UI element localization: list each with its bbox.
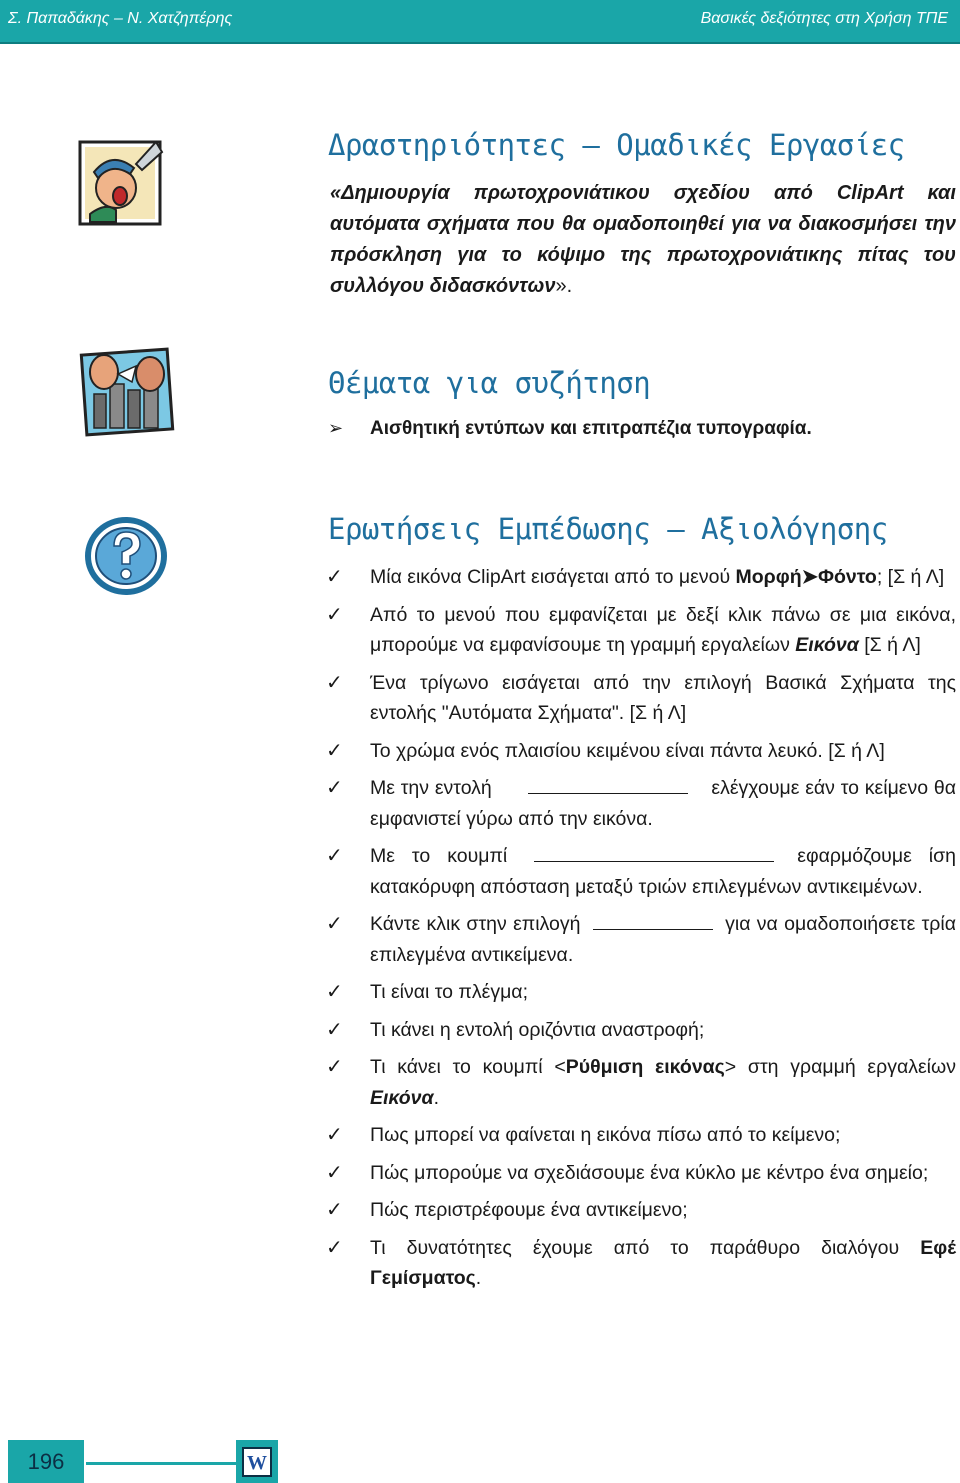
word-icon: [236, 1440, 278, 1483]
list-item: ✓ Τι δυνατότητες έχουμε από το παράθυρο διαλόγου Εφέ Γεμίσματος.: [326, 1233, 956, 1294]
footer-divider: [86, 1462, 236, 1465]
answer-blank[interactable]: [534, 841, 774, 862]
check-icon: ✓: [326, 671, 343, 694]
check-icon: ✓: [326, 777, 343, 799]
shouting-person-icon: [76, 136, 166, 228]
page-header: [0, 0, 960, 44]
check-icon: ✓: [326, 1018, 343, 1041]
discussion-people-icon: [74, 344, 180, 438]
page-number: 196: [8, 1440, 84, 1483]
check-icon: ✓: [326, 981, 343, 1003]
word-icon-letter: W: [247, 1451, 267, 1474]
check-icon: ✓: [326, 603, 343, 626]
list-item: ✓ Από το μενού που εμφανίζεται με δεξί κλικ πάνω σε μια εικόνα, μπορούμε να εμφανίσουμε τη γραμμή εργαλείων Εικόνα [Σ ή Λ]: [326, 600, 956, 661]
activities-title: Δραστηριότητες – Ομαδικές Εργασίες: [328, 128, 905, 162]
list-item: ✓ Τι κάνει η εντολή οριζόντια αναστροφή;: [326, 1015, 956, 1046]
discussion-item: [328, 418, 812, 440]
check-icon: ✓: [326, 1056, 343, 1078]
check-icon: ✓: [326, 1236, 343, 1259]
list-item: ✓ Με την εντολή ελέγχουμε εάν το κείμενο θα εμφανιστεί γύρω από την εικόνα.: [326, 773, 956, 834]
list-item: ✓ Πως μπορεί να φαίνεται η εικόνα πίσω από το κείμενο;: [326, 1120, 956, 1151]
questions-list: [326, 562, 956, 1301]
answer-blank[interactable]: [593, 909, 713, 930]
activities-description: Δημιουργία πρωτοχρονιάτικου σχεδίου από ClipArt και αυτόματα σχήματα που θα ομαδοποιηθεί για να διακοσμήσει την πρόσκληση για το κόψιμο της πρωτοχρονιάτικης πίτας του συλλόγου διδασκόντων: [330, 182, 956, 297]
check-icon: ✓: [326, 566, 343, 588]
list-item: ✓ Το χρώμα ενός πλαισίου κειμένου είναι πάντα λευκό. [Σ ή Λ]: [326, 736, 956, 767]
check-icon: ✓: [326, 913, 343, 935]
header-authors: Σ. Παπαδάκης – Ν. Χατζηπέρης: [8, 10, 233, 27]
list-item: ✓ Πώς περιστρέφουμε ένα αντικείμενο;: [326, 1195, 956, 1226]
list-item: ✓ Με το κουμπί εφαρμόζουμε ίση κατακόρυφη απόσταση μεταξύ τριών επιλεγμένων αντικειμένων.: [326, 841, 956, 902]
list-item: ✓ Πώς μπορούμε να σχεδιάσουμε ένα κύκλο με κέντρο ένα σημείο;: [326, 1158, 956, 1189]
check-icon: ✓: [326, 1199, 343, 1221]
check-icon: ✓: [326, 1124, 343, 1146]
list-item: ✓ Τι κάνει το κουμπί <Ρύθμιση εικόνας> στη γραμμή εργαλείων Εικόνα.: [326, 1052, 956, 1113]
questions-title: Ερωτήσεις Εμπέδωσης – Αξιολόγησης: [328, 512, 888, 546]
list-item: ✓ Ένα τρίγωνο εισάγεται από την επιλογή Βασικά Σχήματα της εντολής "Αυτόματα Σχήματα". [Σ ή Λ]: [326, 668, 956, 729]
check-icon: ✓: [326, 1161, 343, 1184]
header-book-title: Βασικές δεξιότητες στη Χρήση ΤΠΕ: [700, 10, 948, 27]
word-icon-graphic: [242, 1447, 272, 1477]
quote-open: «: [330, 182, 342, 204]
discussion-title: Θέματα για συζήτηση: [328, 366, 651, 400]
arrow-bullet-icon: ➢: [328, 418, 344, 438]
check-icon: ✓: [326, 739, 343, 762]
discussion-item-text: Αισθητική εντύπων και επιτραπέζια τυπογραφία.: [370, 418, 812, 439]
quote-close: ».: [555, 275, 573, 297]
check-icon: ✓: [326, 845, 343, 867]
list-item: ✓ Τι είναι το πλέγμα;: [326, 977, 956, 1008]
list-item: ✓ Μία εικόνα ClipArt εισάγεται από το μενού Μορφή➤Φόντο; [Σ ή Λ]: [326, 562, 956, 593]
list-item: ✓ Κάντε κλικ στην επιλογή για να ομαδοποιήσετε τρία επιλεγμένα αντικείμενα.: [326, 909, 956, 970]
activities-text: [330, 178, 956, 302]
answer-blank[interactable]: [528, 773, 688, 794]
question-mark-icon: [84, 516, 168, 596]
